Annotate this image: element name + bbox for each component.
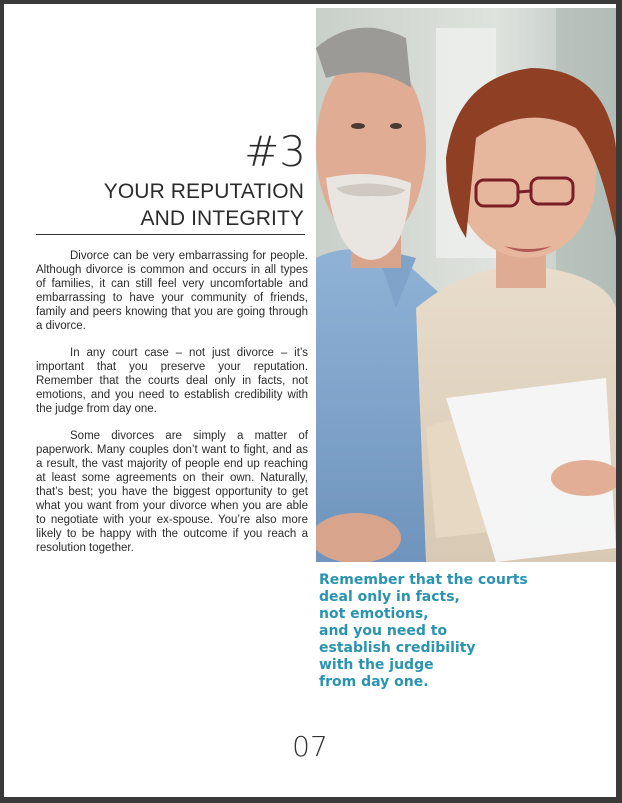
section-title-line: AND INTEGRITY	[140, 207, 304, 230]
pull-quote	[319, 572, 609, 691]
pull-quote-line: deal only in facts,	[319, 589, 460, 605]
paragraph: Divorce can be very embarrassing for people. Although divorce is common and occurs in all types of families, it can still feel very uncomfortable and embarrassing to have your community of friends, family and peers knowing that you are going through a divorce.	[36, 250, 308, 332]
document-page	[4, 4, 616, 797]
pull-quote-line: with the judge	[319, 657, 434, 673]
section-number: #3	[244, 127, 306, 176]
pull-quote-line: from day one.	[319, 674, 429, 690]
body-text	[36, 249, 308, 568]
pull-quote-line: Remember that the courts	[319, 572, 528, 588]
pull-quote-line: and you need to	[319, 623, 448, 639]
paragraph: In any court case – not just divorce – it’s important that you preserve your reputation. Remember that the courts deal only in facts, not emotions, and you need to establish credibility with the judge from day one.	[36, 347, 308, 415]
section-heading	[4, 127, 306, 232]
paragraph: Some divorces are simply a matter of paperwork. Many couples don’t want to fight, and as a result, the vast majority of people end up reaching at least some agreements on their own. Naturally, that’s best; you have the biggest opportunity to get what you want from your divorce when you are able to negotiate with your ex-spouse. You’re also more likely to be happy with the outcome if you reach a resolution together.	[36, 430, 308, 554]
section-title	[4, 178, 304, 232]
pull-quote-line: not emotions,	[319, 606, 429, 622]
section-title-line: YOUR REPUTATION	[103, 180, 304, 203]
couple-photo	[316, 8, 616, 562]
page-number: 07	[292, 730, 328, 763]
pull-quote-line: establish credibility	[319, 640, 476, 656]
heading-divider	[36, 234, 305, 235]
